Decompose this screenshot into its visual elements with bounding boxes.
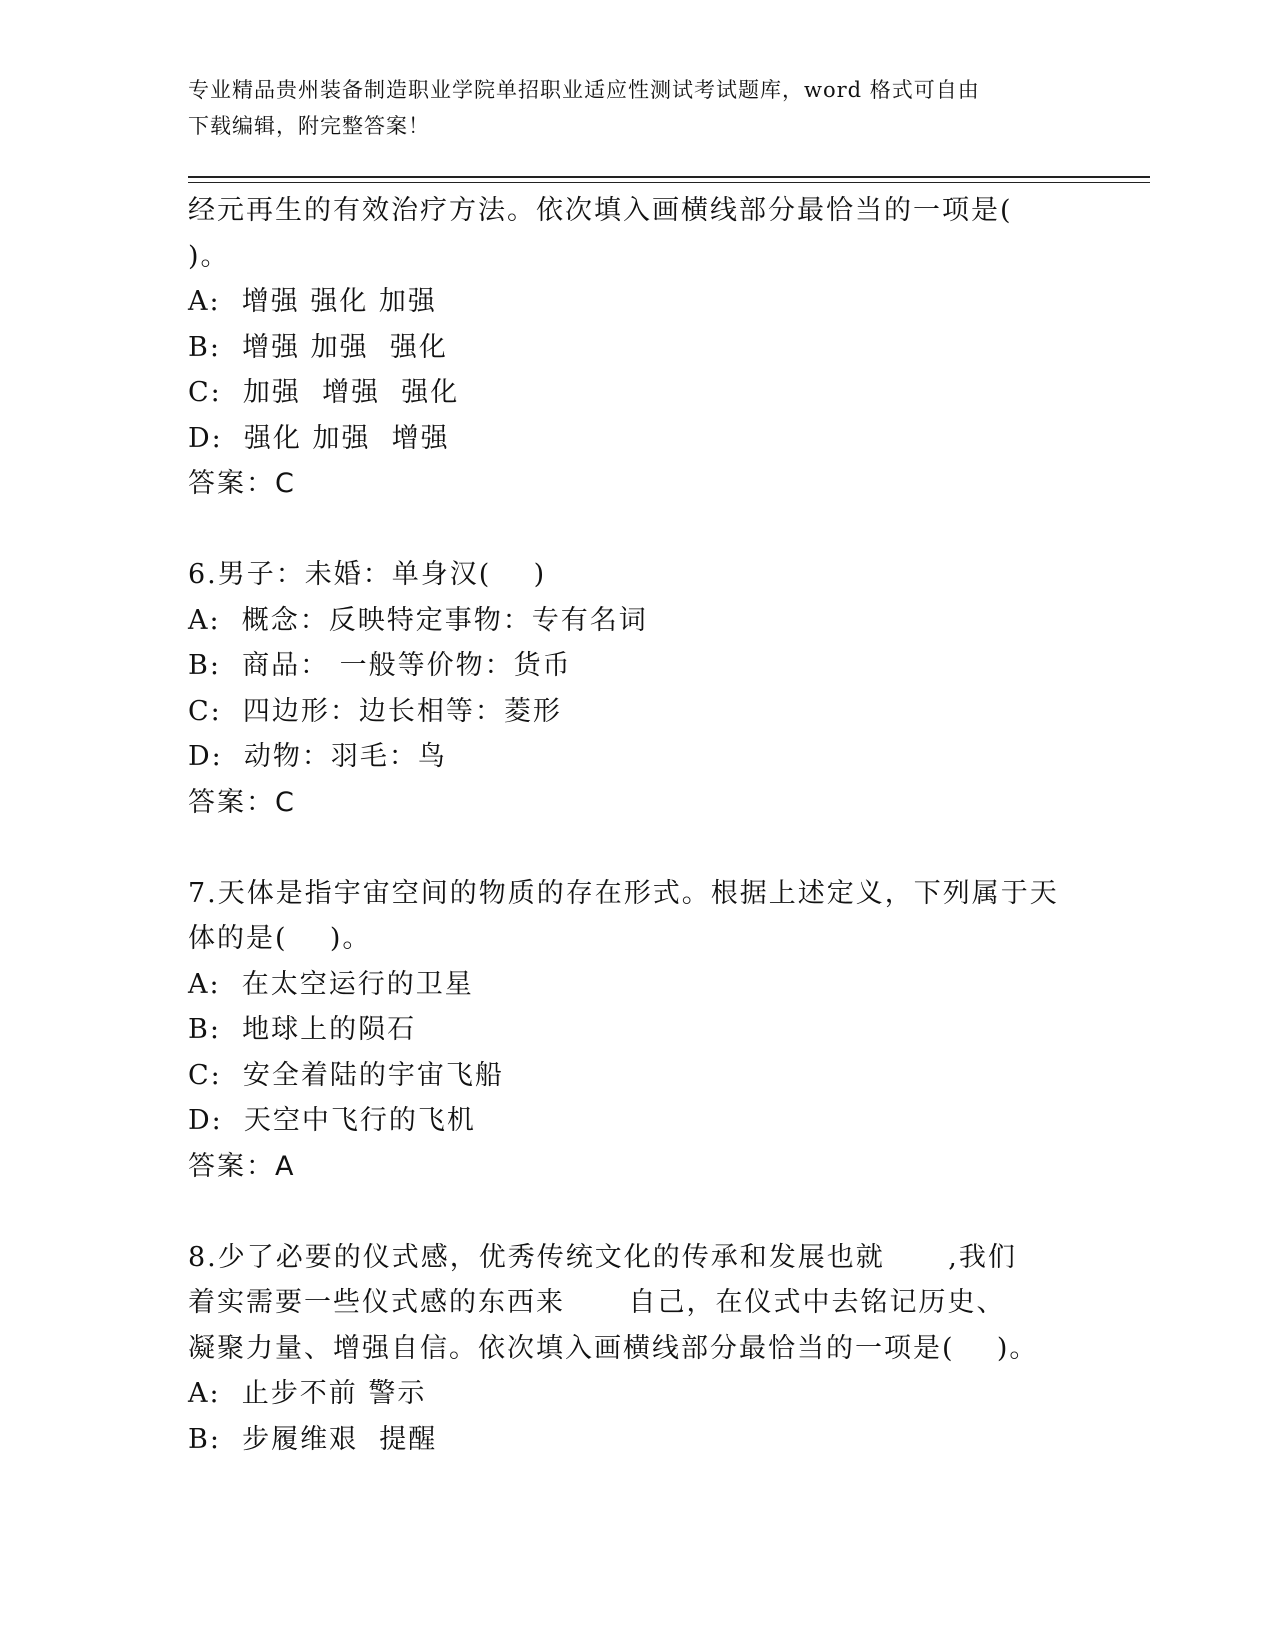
question-8-stem-line-1: 8.少了必要的仪式感，优秀传统文化的传承和发展也就 ,我们 — [188, 1241, 1017, 1273]
question-5-option-b: B: 增强 加强 强化 — [188, 331, 448, 363]
question-5-answer: 答案：C — [188, 468, 296, 499]
header-rule-thin — [188, 182, 1150, 183]
page-header — [188, 72, 1068, 144]
question-7-option-b: B: 地球上的陨石 — [188, 1014, 417, 1045]
question-7-stem-line-2: 体的是( )。 — [188, 923, 372, 954]
question-6-option-d: D: 动物：羽毛：鸟 — [188, 741, 447, 772]
question-7-option-d: D: 天空中飞行的飞机 — [188, 1105, 476, 1136]
question-8-stem-line-3: 凝聚力量、增强自信。依次填入画横线部分最恰当的一项是( )。 — [188, 1332, 1039, 1364]
question-5-stem-line-1: 经元再生的有效治疗方法。依次填入画横线部分最恰当的一项是( — [188, 195, 1013, 226]
spacer — [188, 825, 1068, 871]
header-line-2: 下载编辑，附完整答案！ — [188, 114, 430, 138]
question-6-option-a: A: 概念：反映特定事物：专有名词 — [188, 604, 648, 636]
question-8-stem-line-2: 着实需要一些仪式感的东西来 自己，在仪式中去铭记历史、 — [188, 1287, 1006, 1318]
question-5-stem-line-2: )。 — [188, 240, 230, 272]
question-6-answer: 答案：C — [188, 786, 296, 818]
question-6-option-b: B: 商品： 一般等价物：货币 — [188, 650, 572, 681]
question-5-option-c: C: 加强 增强 强化 — [188, 377, 460, 408]
question-6-stem: 6.男子：未婚：单身汉( ) — [188, 559, 547, 590]
question-6-option-c: C: 四边形：边长相等：菱形 — [188, 695, 562, 727]
question-5-option-d: D: 强化 加强 增强 — [188, 422, 450, 454]
spacer — [188, 507, 1068, 553]
question-5-option-a: A: 增强 强化 加强 — [188, 286, 437, 317]
header-rule-thick — [188, 176, 1150, 178]
question-8-option-b: B: 步履维艰 提醒 — [188, 1423, 438, 1455]
question-8-option-a: A: 止步不前 警示 — [188, 1378, 427, 1409]
question-7-option-c: C: 安全着陆的宇宙飞船 — [188, 1059, 504, 1091]
question-7-stem-line-1: 7.天体是指宇宙空间的物质的存在形式。根据上述定义，下列属于天 — [188, 877, 1059, 909]
question-7-option-a: A: 在太空运行的卫星 — [188, 968, 474, 1000]
question-content — [188, 188, 1068, 1462]
question-7-answer: 答案：A — [188, 1150, 296, 1182]
header-line-1: 专业精品贵州装备制造职业学院单招职业适应性测试考试题库，word 格式可自由 — [188, 78, 980, 102]
spacer — [188, 1189, 1068, 1235]
